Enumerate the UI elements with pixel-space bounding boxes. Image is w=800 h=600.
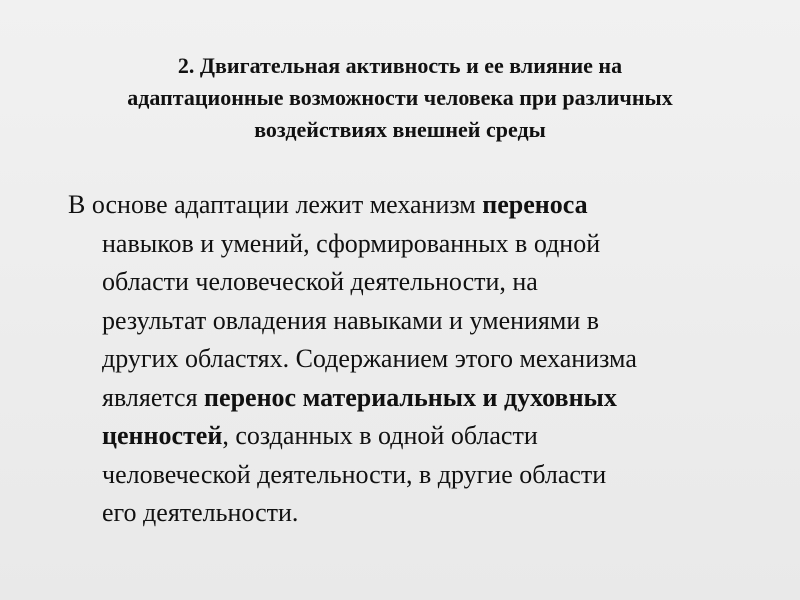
bold-term-transfer: переноса (482, 190, 588, 219)
body-line-8: человеческой деятельности, в другие области (102, 459, 607, 489)
body-line-3: области человеческой деятельности, на (102, 267, 538, 296)
bold-term-values-transfer: перенос материальных и духовных (204, 382, 617, 412)
body-line-5: других областях. Содержанием этого механизма (102, 344, 637, 373)
body-line-1 (68, 186, 758, 225)
title-line-1: 2. Двигательная активность и ее влияние на (177, 53, 623, 78)
bold-term-values: ценностей (102, 421, 223, 450)
body-text-segment: является (102, 382, 205, 412)
title-line-3: воздействиях внешней среды (254, 117, 546, 142)
body-line-2: навыков и умений, сформированных в одной (102, 228, 601, 258)
body-line-6 (68, 379, 758, 418)
title-line-2: адаптационные возможности человека при различных (127, 85, 673, 110)
body-line-9: его деятельности. (102, 498, 299, 527)
body-text-segment: В основе адаптации лежит механизм (68, 190, 483, 219)
body-line-7 (68, 417, 758, 456)
body-paragraph (68, 186, 758, 533)
body-line-4: результат овладения навыками и умениями в (102, 305, 600, 335)
slide-title (60, 50, 740, 146)
body-text-segment: , созданных в одной области (222, 421, 538, 450)
